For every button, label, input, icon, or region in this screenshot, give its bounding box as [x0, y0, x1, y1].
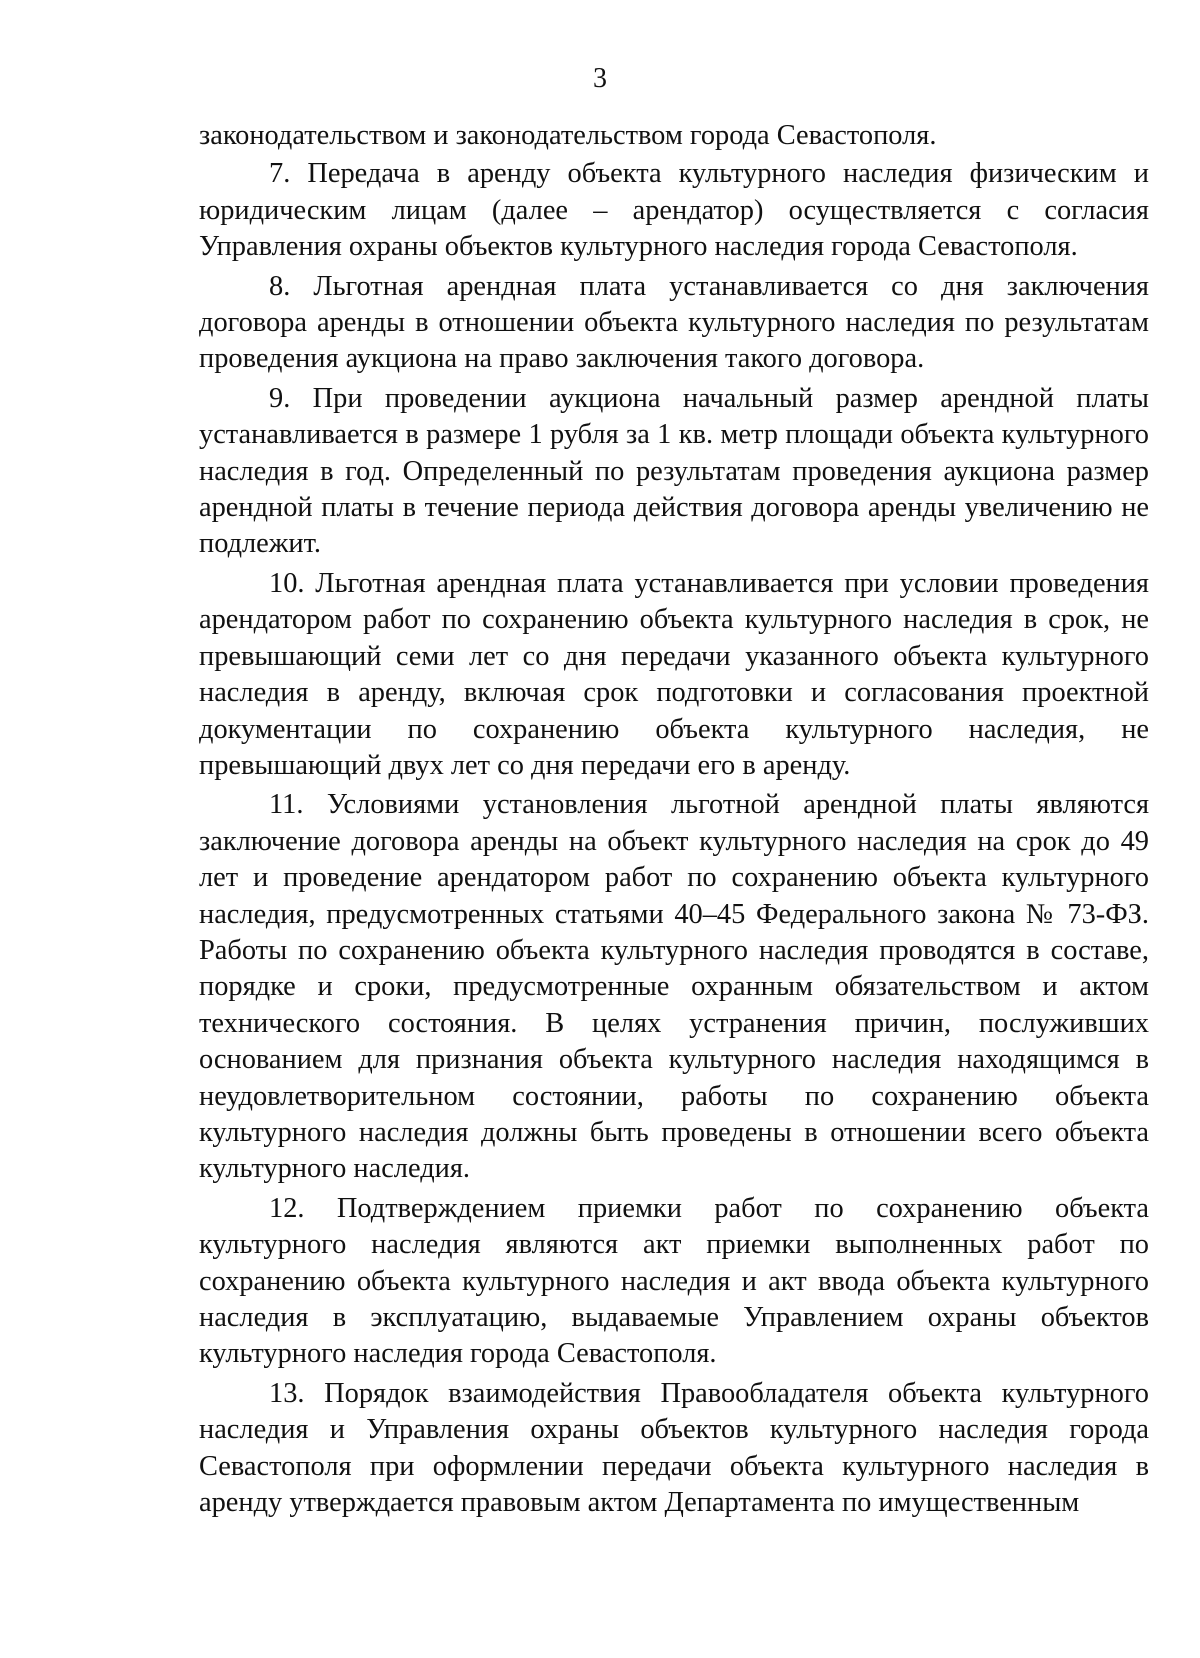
- paragraph-9: 9. При проведении аукциона начальный размер арендной платы устанавливается в размере 1 рубля за 1 кв. метр площади объекта культурного наследия в год. Определенный по результатам проведения аукциона размер арендной платы в течение периода действия договора аренды увеличению не подлежит.: [199, 382, 1149, 560]
- paragraph-8: 8. Льготная арендная плата устанавливается со дня заключения договора аренды в отношении объекта культурного наследия по результатам проведения аукциона на право заключения такого договора.: [199, 270, 1149, 375]
- paragraph-11: 11. Условиями установления льготной арендной платы являются заключение договора аренды на объект культурного наследия на срок до 49 лет и проведение арендатором работ по сохранению объекта культурного наследия, предусмотренных статьями 40–45 Федерального закона № 73-ФЗ. Работы по сохранению объекта культурного наследия проводятся в составе, порядке и сроки, предусмотренные охранным обязательством и актом технического состояния. В целях устранения причин, послуживших основанием для признания объекта культурного наследия находящимся в неудовлетворительном состоянии, работы по сохранению объекта культурного наследия должны быть проведены в отношении всего объекта культурного наследия.: [199, 789, 1149, 1185]
- paragraph-7: 7. Передача в аренду объекта культурного наследия физическим и юридическим лицам (далее – арендатор) осуществляется с согласия Управления охраны объектов культурного наследия города Севастополя.: [199, 158, 1149, 263]
- document-body: [199, 118, 1149, 1521]
- paragraph-continuation: законодательством и законодательством города Севастополя.: [199, 120, 937, 151]
- paragraph-12: 12. Подтверждением приемки работ по сохранению объекта культурного наследия являются акт приемки выполненных работ по сохранению объекта культурного наследия и акт ввода объекта культурного наследия в эксплуатацию, выдаваемые Управлением охраны объектов культурного наследия города Севастополя.: [199, 1192, 1149, 1370]
- paragraph-10: 10. Льготная арендная плата устанавливается при условии проведения арендатором работ по сохранению объекта культурного наследия в срок, не превышающий семи лет со дня передачи указанного объекта культурного наследия в аренду, включая срок подготовки и согласования проектной документации по сохранению объекта культурного наследия, не превышающий двух лет со дня передачи его в аренду.: [199, 567, 1149, 781]
- paragraph-13: 13. Порядок взаимодействия Правообладателя объекта культурного наследия и Управления охраны объектов культурного наследия города Севастополя при оформлении передачи объекта культурного наследия в аренду утверждается правовым актом Департамента по имущественным: [199, 1377, 1149, 1519]
- page-number: 3: [593, 63, 607, 94]
